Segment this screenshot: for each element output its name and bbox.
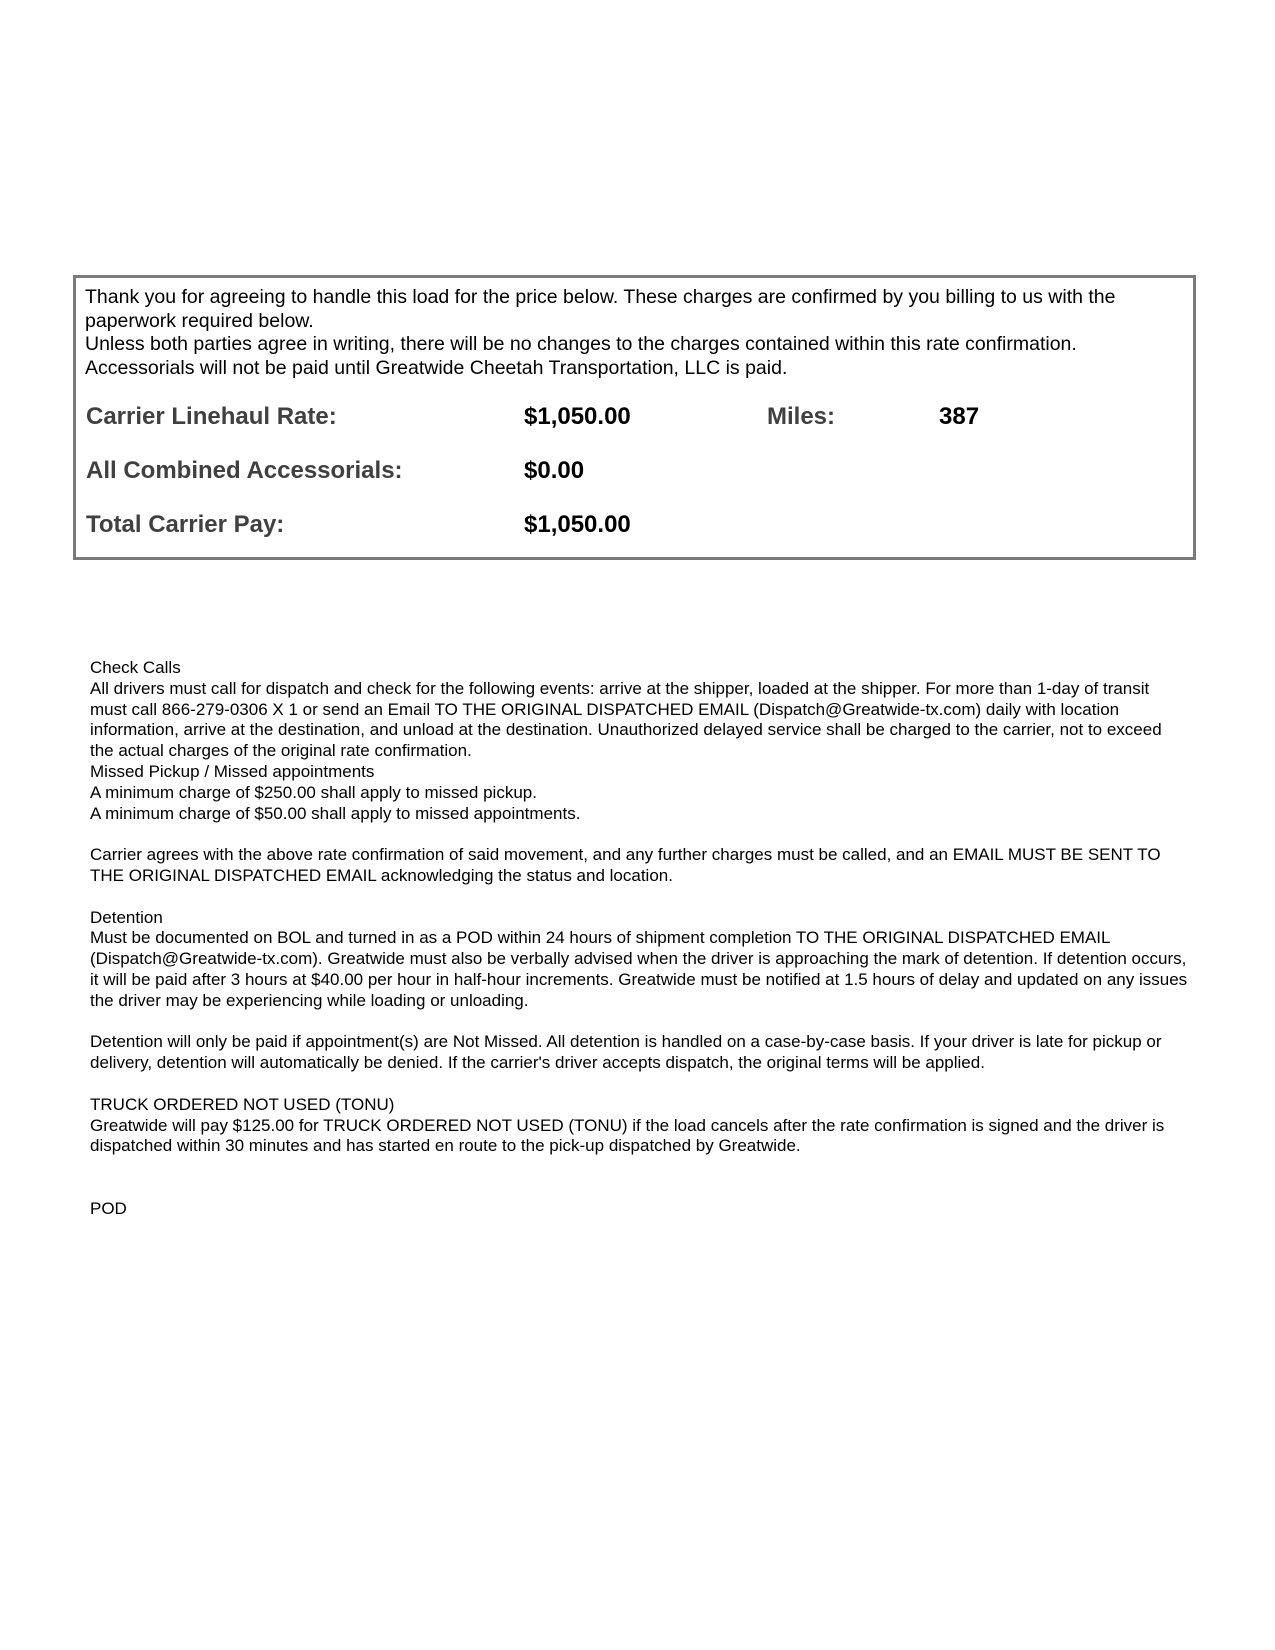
rate-confirmation-box — [73, 275, 1196, 560]
total-pay-row — [86, 511, 1186, 541]
terms-section — [90, 658, 1190, 1220]
total-pay-label: Total Carrier Pay: — [86, 511, 285, 538]
carrier-agreement-text: Carrier agrees with the above rate confirmation of said movement, and any further charges must be called, and an EMAIL MUST BE SENT TO THE ORIGINAL DISPATCHED EMAIL acknowledging the status and location. — [90, 845, 1161, 885]
miles-value: 387 — [939, 403, 980, 430]
check-calls-body: All drivers must call for dispatch and check for the following events: arrive at the shipper, loaded at the shipper. For more than 1-day of transit must call 866-279-0306 X 1 or send an Email TO THE ORIGINAL DISPATCHED EMAIL (Dispatch@Greatwide-tx.com) daily with location information, arrive at the destination, and unload at the destination. Unauthorized delayed service shall be charged to the carrier, not to exceed the actual charges of the original rate confirmation. — [90, 678, 1162, 761]
intro-line-no-changes: Unless both parties agree in writing, there will be no changes to the charges contained within this rate confirmation. — [85, 333, 1077, 355]
missed-appointment-charge: A minimum charge of $50.00 shall apply to missed appointments. — [90, 803, 581, 823]
miles-label: Miles: — [767, 403, 836, 430]
pod-heading: POD — [90, 1198, 127, 1218]
missed-pickup-charge: A minimum charge of $250.00 shall apply to missed pickup. — [90, 782, 537, 802]
accessorials-value: $0.00 — [524, 457, 585, 484]
accessorials-row — [86, 457, 1186, 487]
detention-heading: Detention — [90, 907, 163, 927]
missed-appointments-heading: Missed Pickup / Missed appointments — [90, 761, 375, 781]
tonu-body: Greatwide will pay $125.00 for TRUCK ORDERED NOT USED (TONU) if the load cancels after the rate confirmation is signed and the driver is dispatched within 30 minutes and has started en route to the pick-up dispatched by Greatwide. — [90, 1115, 1165, 1156]
total-pay-value: $1,050.00 — [524, 511, 631, 538]
intro-line-agreement: Thank you for agreeing to handle this load for the price below. These charges are confirmed by you billing to us with the paperwork required below. — [85, 286, 1116, 332]
intro-line-accessorials: Accessorials will not be paid until Greatwide Cheetah Transportation, LLC is paid. — [85, 356, 788, 379]
detention-missed-text: Detention will only be paid if appointment(s) are Not Missed. All detention is handled on a case-by-case basis. If your driver is late for pickup or delivery, detention will automatically be denied. If the carrier's driver accepts dispatch, the original terms will be applied. — [90, 1032, 1162, 1073]
detention-body: Must be documented on BOL and turned in as a POD within 24 hours of shipment completion TO THE ORIGINAL DISPATCHED EMAIL (Dispatch@Greatwide-tx.com). Greatwide must also be verbally advised when the driver is approaching the mark of detention. If detention occurs, it will be paid after 3 hours at $40.00 per hour in half-hour increments. Greatwide must be notified at 1.5 hours of delay and updated on any issues the driver may be experiencing while loading or unloading. — [90, 928, 1188, 1010]
intro-text — [85, 286, 1195, 380]
check-calls-heading: Check Calls — [90, 658, 181, 677]
tonu-heading: TRUCK ORDERED NOT USED (TONU) — [90, 1094, 395, 1114]
linehaul-rate-label: Carrier Linehaul Rate: — [86, 403, 337, 430]
linehaul-rate-value: $1,050.00 — [524, 403, 631, 430]
linehaul-rate-row — [86, 403, 1186, 433]
accessorials-label: All Combined Accessorials: — [86, 457, 403, 484]
